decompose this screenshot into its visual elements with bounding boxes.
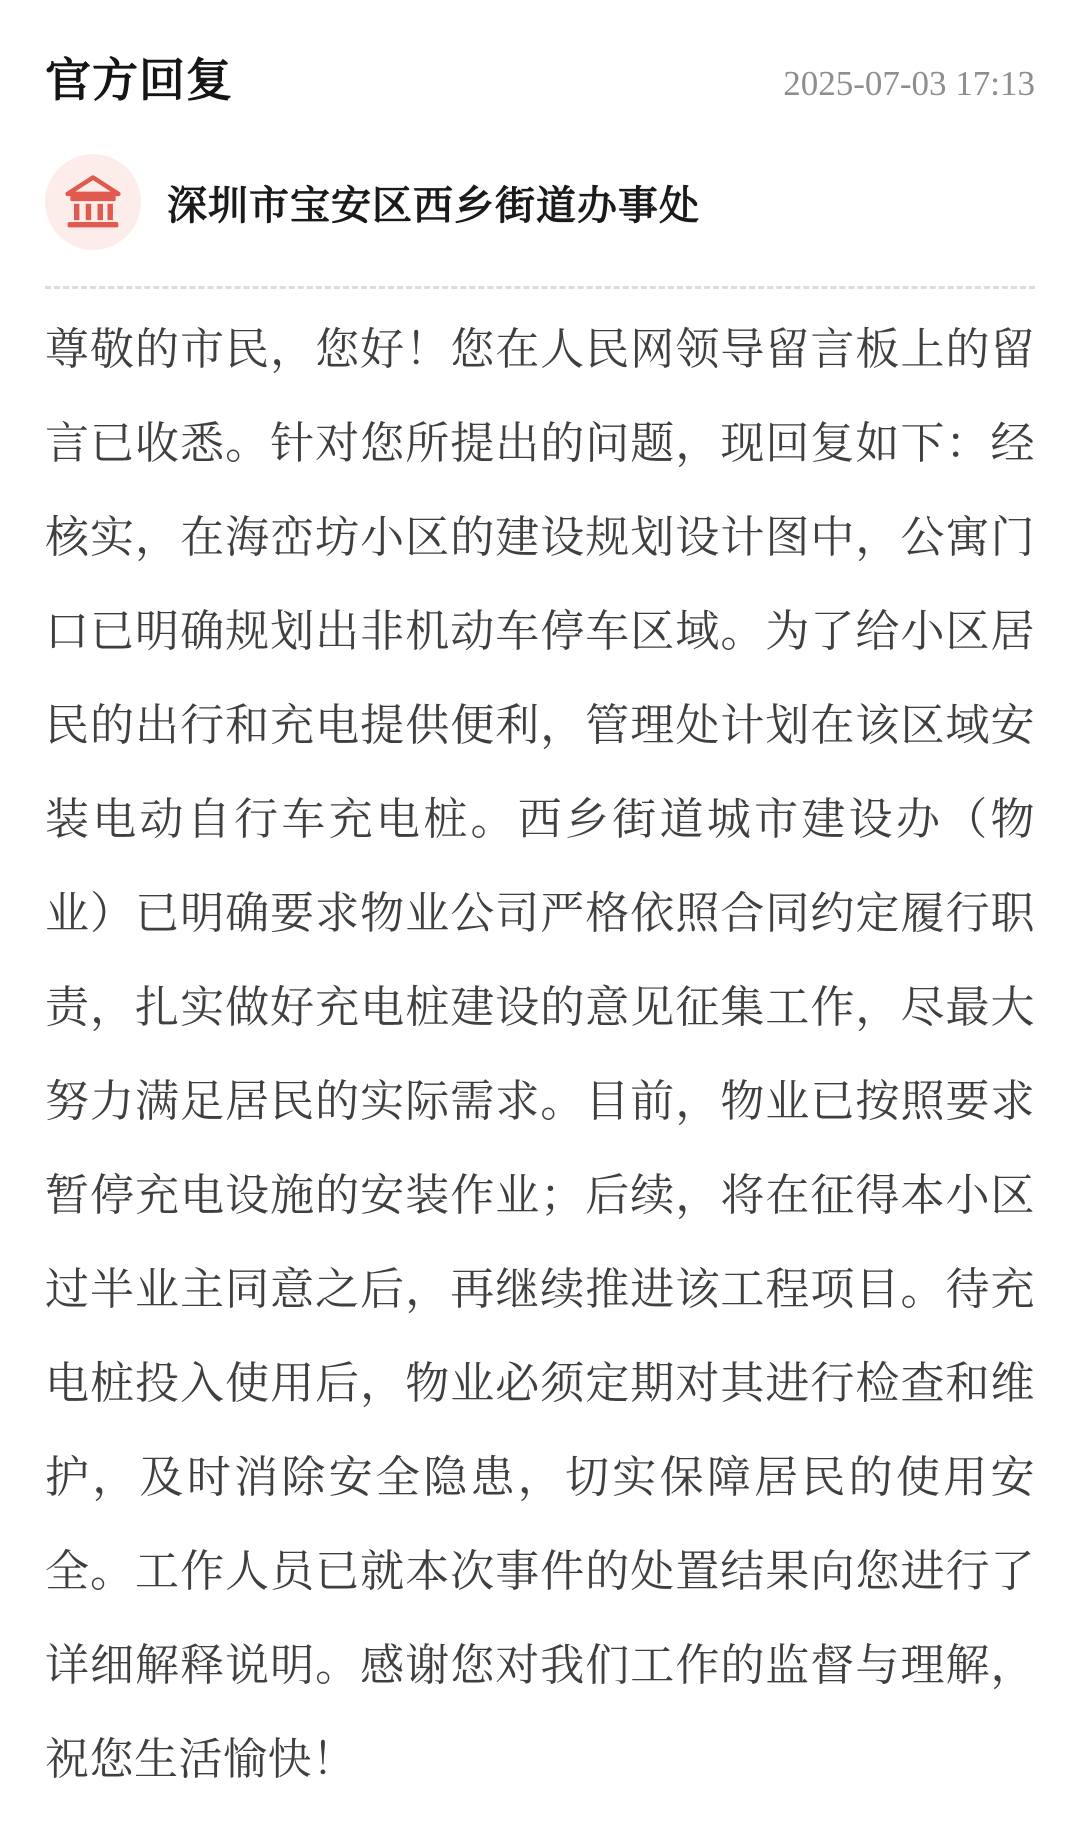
agency-avatar — [45, 154, 141, 250]
page-title: 官方回复 — [45, 54, 233, 106]
dashed-divider — [45, 286, 1035, 289]
agency-name: 深圳市宝安区西乡街道办事处 — [167, 183, 700, 228]
government-building-icon — [64, 175, 122, 229]
reply-body-text: 尊敬的市民，您好！您在人民网领导留言板上的留言已收悉。针对您所提出的问题，现回复如下：经核实，在海峦坊小区的建设规划设计图中，公寓门口已明确规划出非机动车停车区域。为了给小区居民的出行和充电提供便利，管理处计划在该区域安装电动自行车充电桩。西乡街道城市建设办（物业）已明确要求物业公司严格依照合同约定履行职责，扎实做好充电桩建设的意见征集工作，尽最大努力满足居民的实际需求。目前，物业已按照要求暂停充电设施的安装作业；后续，将在征得本小区过半业主同意之后，再继续推进该工程项目。待充电桩投入使用后，物业必须定期对其进行检查和维护，及时消除安全隐患，切实保障居民的使用安全。工作人员已就本次事件的处置结果向您进行了详细解释说明。感谢您对我们工作的监督与理解，祝您生活愉快！ — [45, 325, 1035, 1784]
agency-row[interactable] — [45, 154, 1035, 250]
reply-timestamp: 2025-07-03 17:13 — [783, 64, 1035, 103]
reply-header — [45, 54, 1035, 106]
